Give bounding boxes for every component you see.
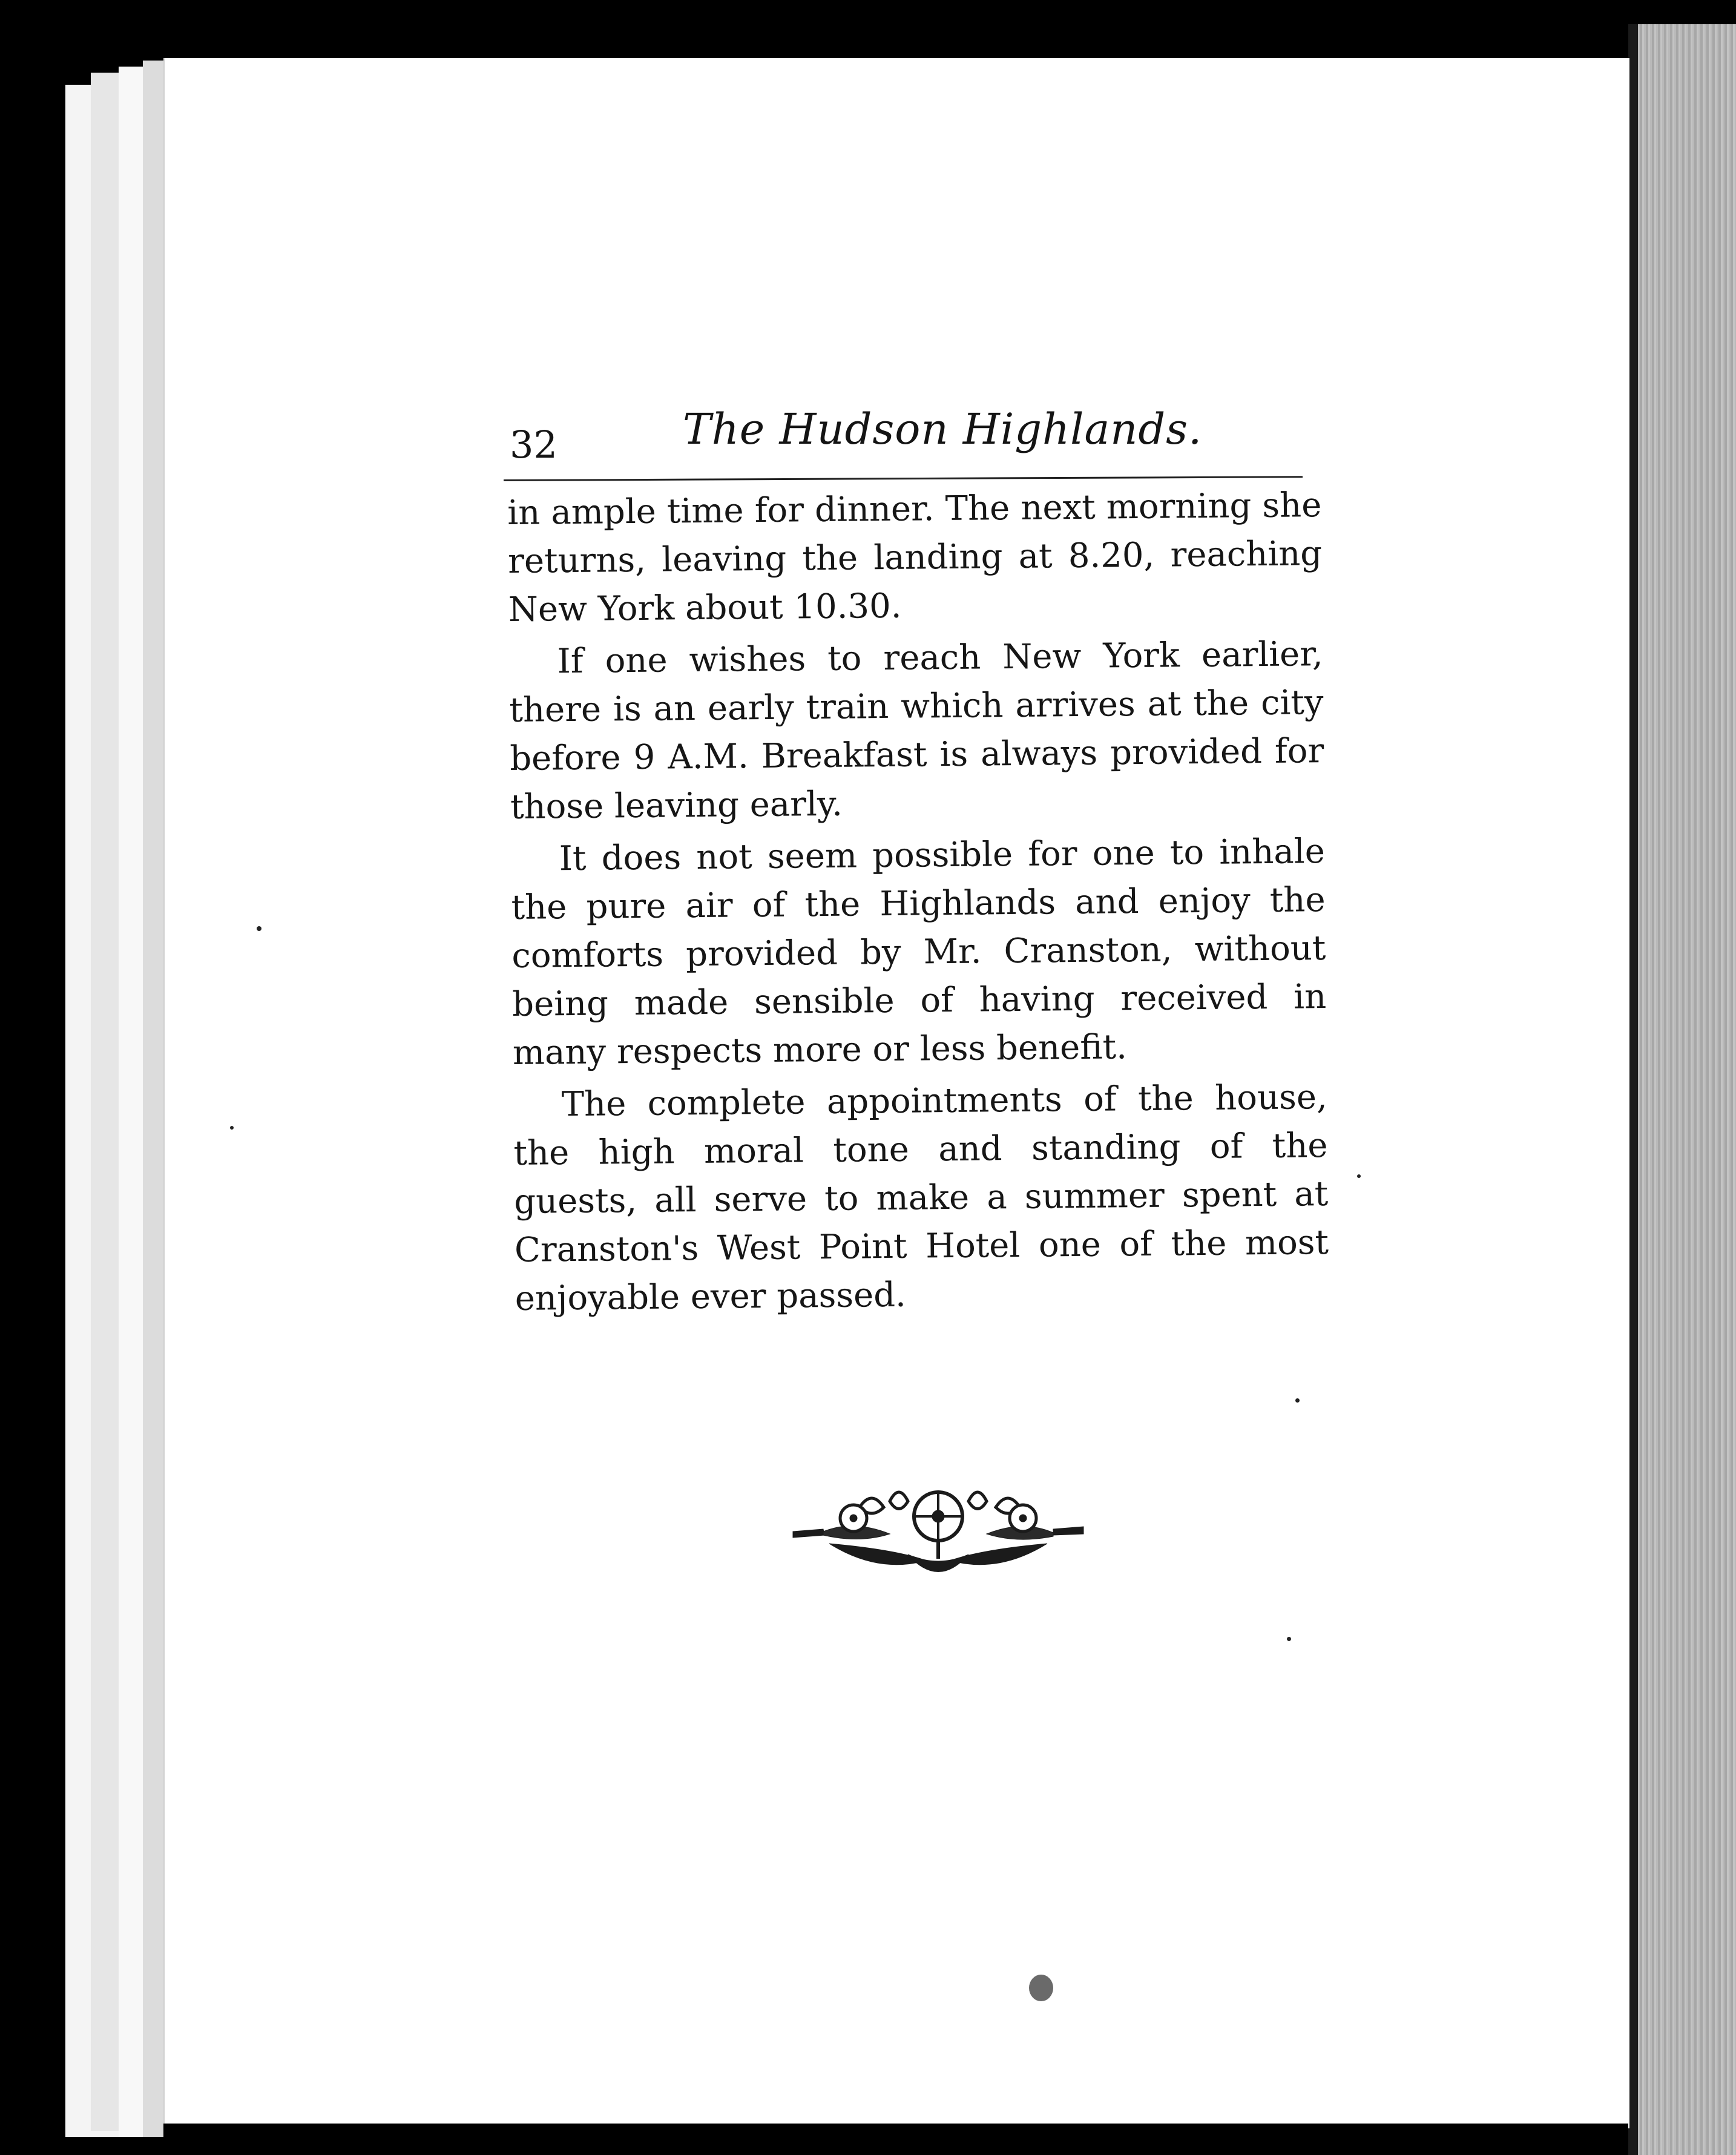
page-number: 32	[510, 423, 557, 467]
paragraph-4: The complete appointments of the house, the high moral tone and standing of the guests, all serve to make a summer spent at Cranston's West Point Hotel one of the most enjoyable ever passed.	[513, 1078, 1329, 1318]
floral-tailpiece-icon	[787, 1483, 1090, 1592]
scan-speck	[1357, 1174, 1361, 1178]
scan-speck	[230, 1126, 234, 1130]
scan-speck	[257, 926, 261, 931]
running-title: The Hudson Highlands.	[683, 404, 1203, 454]
scan-border	[163, 2124, 1628, 2155]
paragraph-3: It does not seem possible for one to inhale the pure air of the Highlands and enjoy the comforts provided by Mr. Cranston, without being made sensible of having received in many respects more or less benefit.	[511, 832, 1327, 1073]
scan-speck	[1287, 1637, 1291, 1641]
page-header	[504, 404, 1309, 477]
scan-speck	[1295, 1398, 1300, 1403]
body-text	[507, 481, 1329, 1327]
scan-blot	[1029, 1975, 1053, 2001]
paragraph-1: in ample time for dinner. The next morning she returns, leaving the landing at 8.20, reaching New York about 10.30.	[507, 485, 1323, 630]
facing-cover-board	[1638, 24, 1736, 2155]
paragraph-2: If one wishes to reach New York earlier, there is an early train which arrives at the city before 9 A.M. Breakfast is always provided for those leaving early.	[509, 634, 1324, 827]
